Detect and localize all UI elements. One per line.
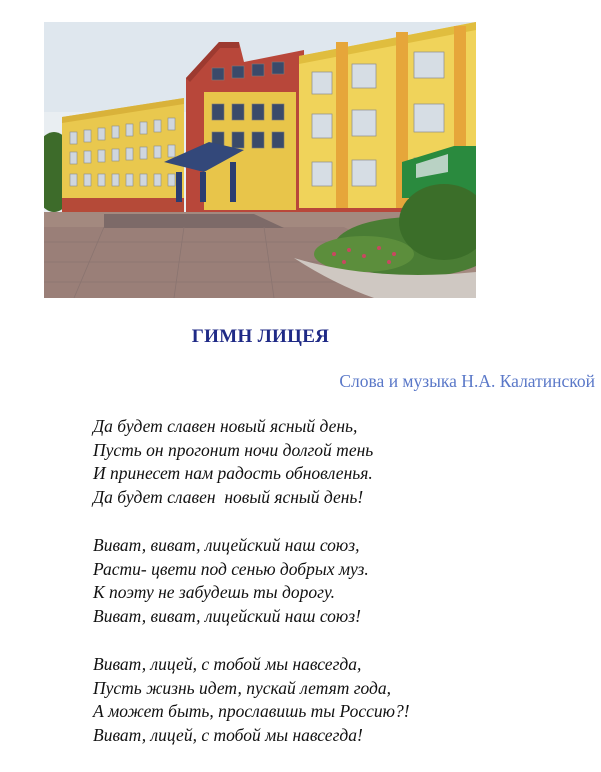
poem-line: Да будет славен новый ясный день! [93, 486, 364, 507]
poem-line: Виват, виват, лицейский наш союз, [93, 535, 360, 555]
poem-line: Виват, лицей, с тобой мы навсегда! [93, 724, 363, 745]
page-title: ГИМН ЛИЦЕЯ [191, 326, 330, 347]
poem-line: И принесет нам радость обновленья. [93, 463, 373, 483]
poem-line: А может быть, прославишь ты Россию?! [93, 701, 410, 721]
stanza-3 [93, 653, 573, 747]
anthem-poem [93, 415, 573, 772]
stanza-2 [93, 534, 573, 628]
poem-line: Пусть жизнь идет, пускай летят года, [93, 677, 392, 698]
author-credits: Слова и музыка Н.А. Калатинской [339, 371, 595, 391]
school-building-photo [44, 22, 476, 298]
poem-line: Виват, лицей, с тобой мы навсегда, [93, 654, 362, 674]
poem-line: Да будет славен новый ясный день, [93, 416, 358, 436]
poem-line: Расти- цвети под сенью добрых муз. [93, 558, 369, 579]
stanza-1 [93, 415, 573, 509]
poem-line: Виват, виват, лицейский наш союз! [93, 605, 361, 626]
poem-line: Пусть он прогонит ночи долгой тень [93, 439, 374, 460]
poem-line: К поэту не забудешь ты дорогу. [93, 582, 336, 602]
